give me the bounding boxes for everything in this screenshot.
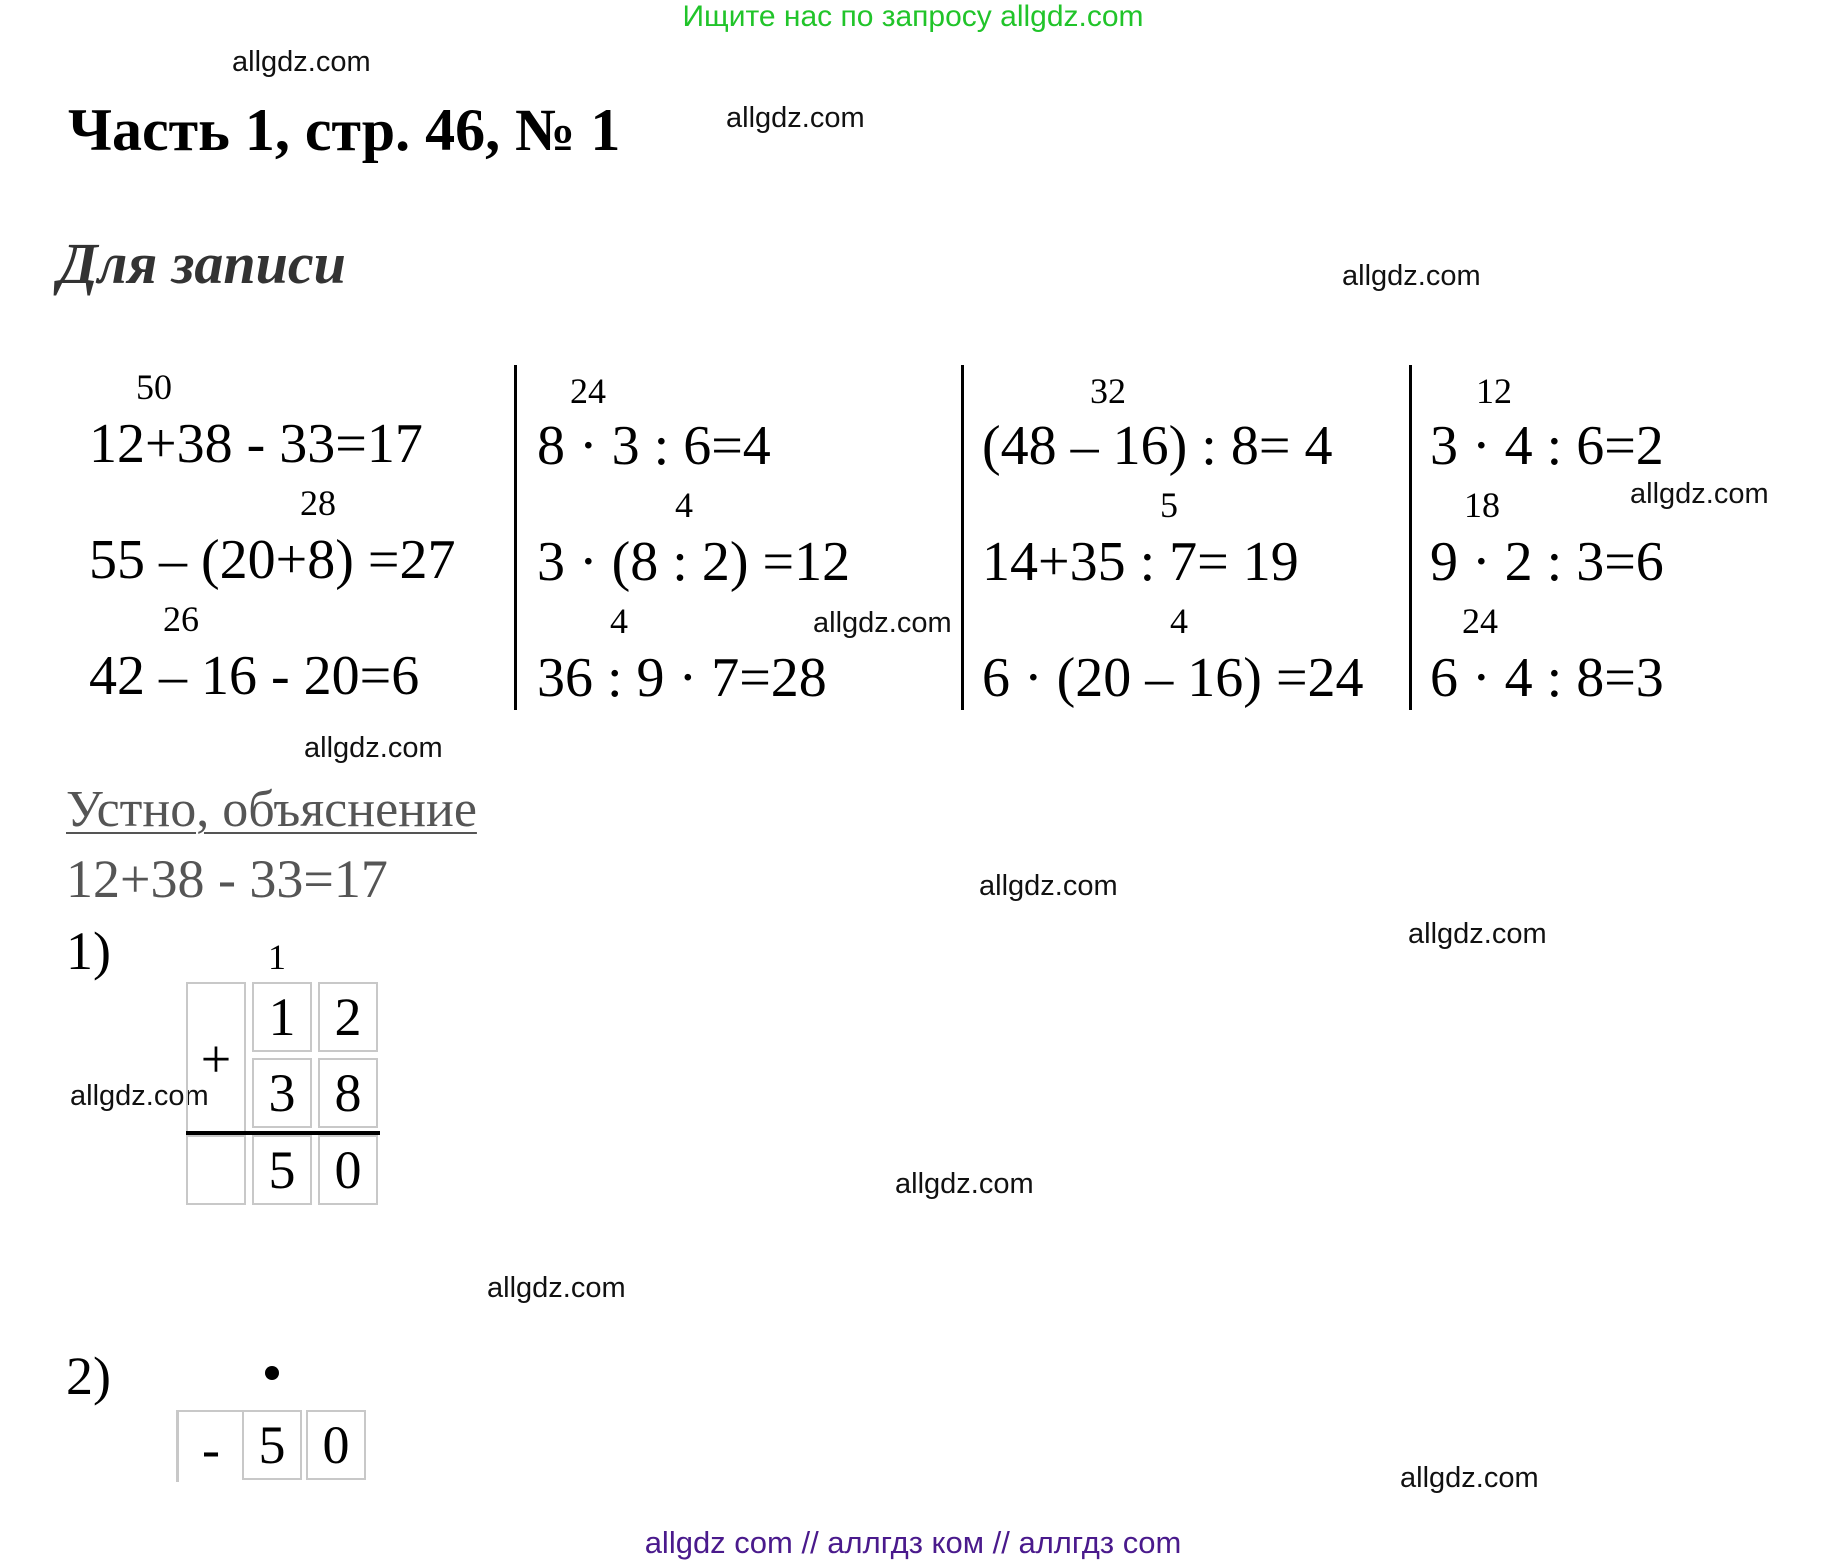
equation: 42 – 16 - 20=6 [89, 645, 420, 707]
equation: 8 · 3 : 6=4 [537, 415, 771, 477]
column-divider [1409, 365, 1412, 710]
equation: 9 · 2 : 3=6 [1430, 531, 1664, 593]
digit-cell: 5 [242, 1410, 302, 1480]
equation: 6 · 4 : 8=3 [1430, 647, 1664, 709]
cell-border [176, 1410, 179, 1482]
empty-cell [186, 1135, 246, 1205]
watermark: allgdz.com [70, 1080, 209, 1112]
carry-digit: 1 [268, 937, 286, 977]
digit-cell: 3 [252, 1058, 312, 1128]
equation: 14+35 : 7= 19 [982, 531, 1299, 593]
watermark: allgdz.com [304, 732, 443, 764]
step-label: 2) [66, 1346, 111, 1406]
superscript-number: 4 [675, 485, 693, 525]
equation: 55 – (20+8) =27 [89, 529, 456, 591]
watermark: allgdz.com [1630, 478, 1769, 510]
superscript-number: 18 [1464, 485, 1500, 525]
superscript-number: 32 [1090, 371, 1126, 411]
watermark: allgdz.com [1342, 260, 1481, 292]
superscript-number: 24 [1462, 601, 1498, 641]
superscript-number: 4 [1170, 601, 1188, 641]
cell-border [176, 1410, 242, 1412]
page-title: Часть 1, стр. 46, № 1 [68, 97, 621, 163]
superscript-number: 5 [1160, 485, 1178, 525]
section-heading: Для записи [58, 231, 346, 296]
equation: 3 · 4 : 6=2 [1430, 415, 1664, 477]
equation: (48 – 16) : 8= 4 [982, 415, 1333, 477]
digit-cell: 0 [306, 1410, 366, 1480]
digit-cell: 5 [252, 1135, 312, 1205]
oral-heading: Устно, объяснение [66, 781, 477, 838]
equation: 6 · (20 – 16) =24 [982, 647, 1364, 709]
column-divider [961, 365, 964, 710]
superscript-number: 4 [610, 601, 628, 641]
step-label: 1) [66, 921, 111, 981]
superscript-number: 28 [300, 483, 336, 523]
equation: 36 : 9 · 7=28 [537, 647, 827, 709]
digit-cell: 0 [318, 1135, 378, 1205]
watermark: allgdz.com [1408, 918, 1547, 950]
digit-cell: 2 [318, 982, 378, 1052]
oral-expression: 12+38 - 33=17 [66, 849, 388, 909]
plus-sign: + [200, 1029, 232, 1089]
superscript-number: 24 [570, 371, 606, 411]
watermark: allgdz.com [895, 1168, 1034, 1200]
superscript-number: 50 [136, 367, 172, 407]
watermark: allgdz.com [487, 1272, 626, 1304]
digit-cell: 8 [318, 1058, 378, 1128]
superscript-number: 12 [1476, 371, 1512, 411]
digit-cell: 1 [252, 982, 312, 1052]
dot-marker [265, 1366, 279, 1380]
footer-links: allgdz com // аллгдз ком // аллгдз com [644, 1525, 1182, 1560]
watermark: allgdz.com [726, 102, 865, 134]
equation: 12+38 - 33=17 [89, 413, 423, 475]
watermark: allgdz.com [813, 607, 952, 639]
watermark: allgdz.com [979, 870, 1118, 902]
watermark: allgdz.com [1400, 1462, 1539, 1494]
column-divider [514, 365, 517, 710]
top-banner: Ищите нас по запросу allgdz.com [682, 0, 1144, 33]
watermark: allgdz.com [232, 46, 371, 78]
equation: 3 · (8 : 2) =12 [537, 531, 851, 593]
superscript-number: 26 [163, 599, 199, 639]
minus-sign: - [202, 1419, 220, 1479]
